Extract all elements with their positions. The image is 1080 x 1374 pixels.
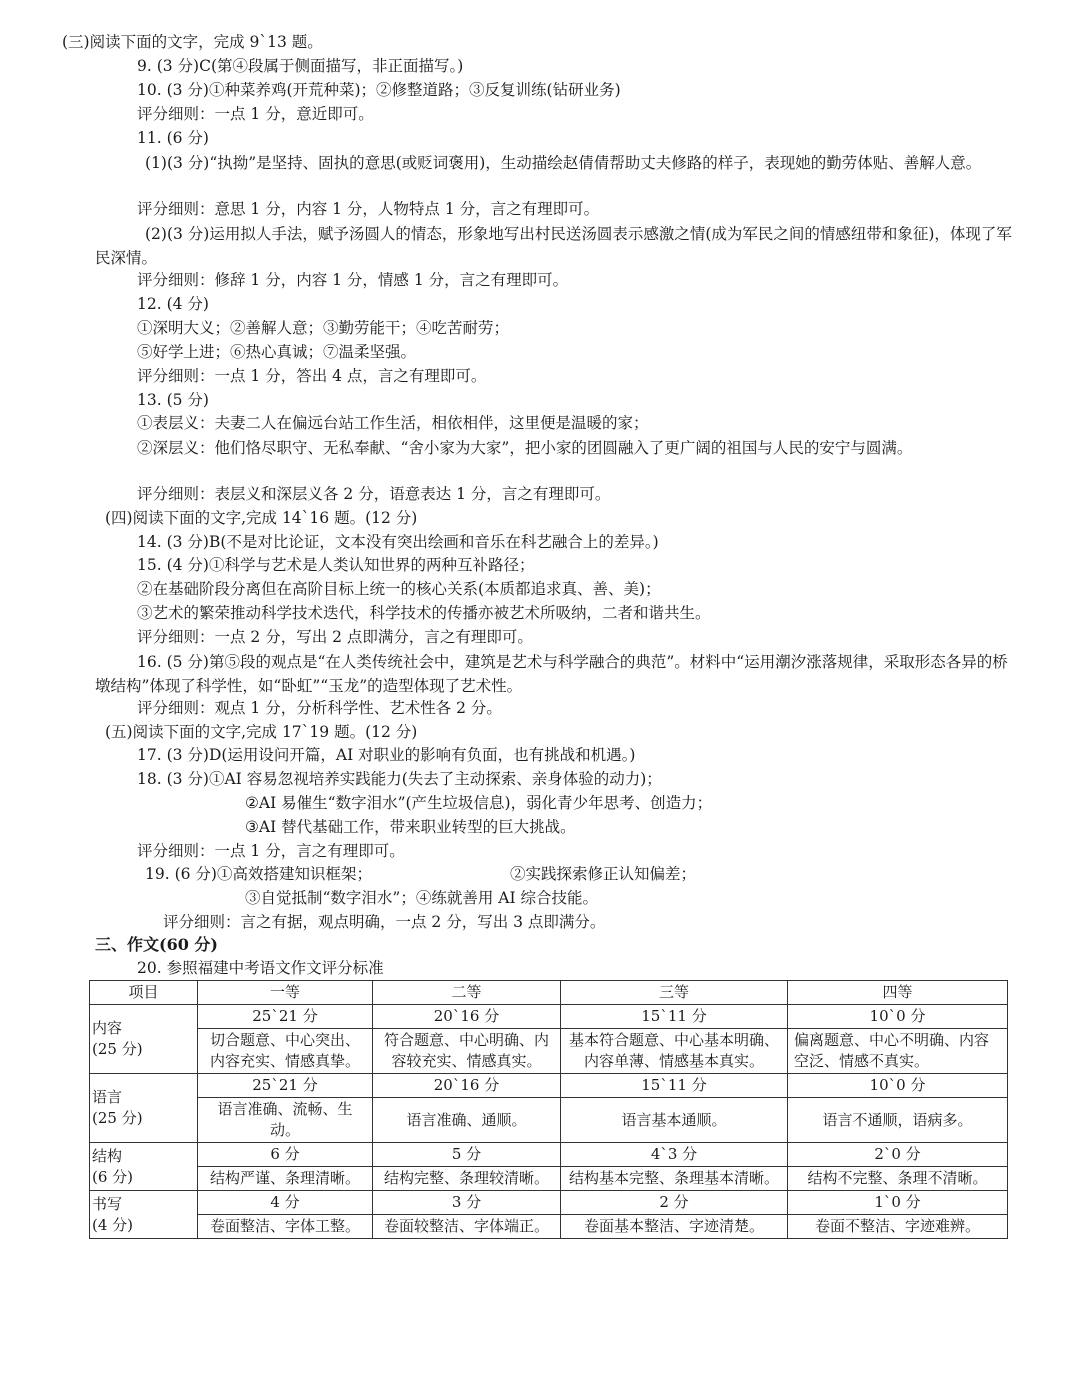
rubric-score: 20`16 分 — [373, 1074, 561, 1098]
rubric-header-grade2: 二等 — [373, 981, 561, 1005]
rubric-desc: 卷面基本整洁、字迹清楚。 — [561, 1215, 788, 1239]
rubric-desc: 基本符合题意、中心基本明确、内容单薄、情感基本真实。 — [561, 1029, 788, 1074]
rubric-header-row — [90, 981, 1008, 1005]
rule-q10: 评分细则：一点 1 分，意近即可。 — [137, 105, 374, 123]
rubric-score: 15`11 分 — [561, 1074, 788, 1098]
composition-heading: 三、作文(60 分) — [95, 935, 218, 954]
answer-q19-line2: ③自觉抵制“数字泪水”；④练就善用 AI 综合技能。 — [245, 889, 599, 907]
rubric-score: 2 分 — [561, 1191, 788, 1215]
section3-heading: (三)阅读下面的文字，完成 9`13 题。 — [62, 33, 323, 51]
rubric-content-score-row — [90, 1005, 1008, 1029]
answer-q13-surface: ①表层义：夫妻二人在偏远台站工作生活，相依相伴，这里便是温暖的家； — [137, 414, 649, 432]
composition-rubric-table — [89, 980, 1008, 1239]
rubric-score: 25`21 分 — [198, 1005, 373, 1029]
rubric-score: 2`0 分 — [788, 1143, 1008, 1167]
rubric-header-grade4: 四等 — [788, 981, 1008, 1005]
rubric-item-name: 书写 — [92, 1194, 123, 1213]
answer-q19-part2: ②实践探索修正认知偏差； — [510, 865, 697, 883]
rubric-desc: 卷面不整洁、字迹难辨。 — [788, 1215, 1008, 1239]
rubric-desc: 语言准确、通顺。 — [373, 1098, 561, 1143]
rubric-header-grade3: 三等 — [561, 981, 788, 1005]
rubric-desc: 结构不完整、条理不清晰。 — [788, 1167, 1008, 1191]
rubric-score: 6 分 — [198, 1143, 373, 1167]
rubric-score: 10`0 分 — [788, 1005, 1008, 1029]
rule-q12: 评分细则：一点 1 分，答出 4 点，言之有理即可。 — [137, 367, 487, 385]
rubric-structure-score-row — [90, 1143, 1008, 1167]
rubric-item-points: (4 分) — [92, 1215, 134, 1234]
rubric-desc: 语言基本通顺。 — [561, 1098, 788, 1143]
rule-q18: 评分细则：一点 1 分，言之有理即可。 — [137, 842, 405, 860]
rubric-desc: 卷面较整洁、字体端正。 — [373, 1215, 561, 1239]
answer-q13: 13. (5 分) — [137, 391, 209, 409]
composition-intro: 20. 参照福建中考语文作文评分标准 — [137, 959, 384, 977]
rubric-content-desc-row — [90, 1029, 1008, 1074]
answer-q15-line3: ③艺术的繁荣推动科学技术迭代，科学技术的传播亦被艺术所吸纳，二者和谐共生。 — [137, 604, 711, 622]
answer-q14: 14. (3 分)B(不是对比论证，文本没有突出绘画和音乐在科艺融合上的差异。) — [137, 533, 659, 551]
answer-q18-line3: ③AI 替代基础工作，带来职业转型的巨大挑战。 — [245, 818, 576, 836]
rubric-desc: 结构严谨、条理清晰。 — [198, 1167, 373, 1191]
rubric-desc: 结构基本完整、条理基本清晰。 — [561, 1167, 788, 1191]
rule-q13: 评分细则：表层义和深层义各 2 分，语意表达 1 分，言之有理即可。 — [137, 485, 611, 503]
rubric-header-item: 项目 — [90, 981, 198, 1005]
answer-q12-line2: ⑤好学上进；⑥热心真诚；⑦温柔坚强。 — [137, 343, 417, 361]
rubric-score: 5 分 — [373, 1143, 561, 1167]
answer-q15-line2: ②在基础阶段分离但在高阶目标上统一的核心关系(本质都追求真、善、美)； — [137, 580, 661, 598]
rubric-desc: 卷面整洁、字体工整。 — [198, 1215, 373, 1239]
answer-q11-2: (2)(3 分)运用拟人手法，赋予汤圆人的情态，形象地写出村民送汤圆表示感激之情(成为军民之间的情感纽带和象征)，体现了军民深情。 — [95, 225, 1012, 267]
section4-heading: (四)阅读下面的文字,完成 14`16 题。(12 分) — [105, 509, 418, 527]
rubric-desc: 语言不通顺，语病多。 — [788, 1098, 1008, 1143]
answer-q12: 12. (4 分) — [137, 295, 209, 313]
rule-q15: 评分细则：一点 2 分，写出 2 点即满分，言之有理即可。 — [137, 628, 533, 646]
section5-heading: (五)阅读下面的文字,完成 17`19 题。(12 分) — [105, 723, 418, 741]
rubric-desc: 结构完整、条理较清晰。 — [373, 1167, 561, 1191]
answer-q10: 10. (3 分)①种菜养鸡(开荒种菜)；②修整道路；③反复训练(钻研业务) — [137, 81, 621, 99]
answer-q11: 11. (6 分) — [137, 129, 209, 147]
rubric-score: 15`11 分 — [561, 1005, 788, 1029]
rubric-item-writing — [90, 1191, 198, 1239]
rubric-item-points: (25 分) — [92, 1109, 143, 1127]
rubric-score: 4`3 分 — [561, 1143, 788, 1167]
rubric-desc: 符合题意、中心明确、内容较充实、情感真实。 — [373, 1029, 561, 1074]
answer-q11-1: (1)(3 分)“执拗”是坚持、固执的意思(或贬词褒用)，生动描绘赵倩倩帮助丈夫修路的样子，表现她的勤劳体贴、善解人意。 — [145, 154, 982, 172]
rubric-score: 3 分 — [373, 1191, 561, 1215]
rule-q19: 评分细则：言之有据，观点明确，一点 2 分，写出 3 点即满分。 — [163, 913, 606, 931]
answer-q9: 9. (3 分)C(第④段属于侧面描写，非正面描写。) — [137, 57, 464, 75]
rubric-writing-desc-row — [90, 1215, 1008, 1239]
answer-q18-line2: ②AI 易催生“数字泪水”(产生垃圾信息)，弱化青少年思考、创造力； — [245, 794, 713, 812]
rubric-item-name: 内容 — [92, 1019, 123, 1037]
rubric-desc: 偏离题意、中心不明确、内容空泛、情感不真实。 — [788, 1029, 1008, 1074]
rubric-item-points: (6 分) — [92, 1167, 134, 1186]
answer-q12-line1: ①深明大义；②善解人意；③勤劳能干；④吃苦耐劳； — [137, 319, 510, 337]
rubric-item-structure — [90, 1143, 198, 1191]
rubric-language-score-row — [90, 1074, 1008, 1098]
rubric-score: 1`0 分 — [788, 1191, 1008, 1215]
rubric-item-points: (25 分) — [92, 1040, 143, 1058]
rubric-structure-desc-row — [90, 1167, 1008, 1191]
rubric-score: 10`0 分 — [788, 1074, 1008, 1098]
rubric-score: 20`16 分 — [373, 1005, 561, 1029]
answer-q19-part1: 19. (6 分)①高效搭建知识框架； — [145, 865, 372, 883]
rubric-item-name: 语言 — [92, 1088, 123, 1106]
rubric-score: 25`21 分 — [198, 1074, 373, 1098]
rubric-language-desc-row — [90, 1098, 1008, 1143]
rubric-item-content — [90, 1005, 198, 1074]
rubric-score: 4 分 — [198, 1191, 373, 1215]
rubric-header-grade1: 一等 — [198, 981, 373, 1005]
rule-q16: 评分细则：观点 1 分，分析科学性、艺术性各 2 分。 — [137, 699, 502, 717]
rubric-desc: 切合题意、中心突出、内容充实、情感真挚。 — [198, 1029, 373, 1074]
rubric-item-language — [90, 1074, 198, 1143]
rubric-item-name: 结构 — [92, 1146, 123, 1165]
rubric-desc: 语言准确、流畅、生动。 — [198, 1098, 373, 1143]
rubric-writing-score-row — [90, 1191, 1008, 1215]
answer-q13-deep: ②深层义：他们恪尽职守、无私奉献、“舍小家为大家”，把小家的团圆融入了更广阔的祖国与人民的安宁与圆满。 — [137, 439, 913, 457]
answer-q15: 15. (4 分)①科学与艺术是人类认知世界的两种互补路径； — [137, 556, 535, 574]
answer-q17: 17. (3 分)D(运用设问开篇，AI 对职业的影响有负面，也有挑战和机遇。) — [137, 746, 636, 764]
rule-q11-1: 评分细则：意思 1 分，内容 1 分，人物特点 1 分，言之有理即可。 — [137, 200, 600, 218]
rule-q11-2: 评分细则：修辞 1 分，内容 1 分，情感 1 分，言之有理即可。 — [137, 271, 569, 289]
answer-q18: 18. (3 分)①AI 容易忽视培养实践能力(失去了主动探索、亲身体验的动力)； — [137, 770, 662, 788]
answer-q16: 16. (5 分)第⑤段的观点是“在人类传统社会中，建筑是艺术与科学融合的典范”。材料中“运用潮汐涨落规律，采取形态各异的桥墩结构”体现了科学性，如“卧虹”“玉龙”的造型体现了艺术性。 — [95, 653, 1008, 695]
